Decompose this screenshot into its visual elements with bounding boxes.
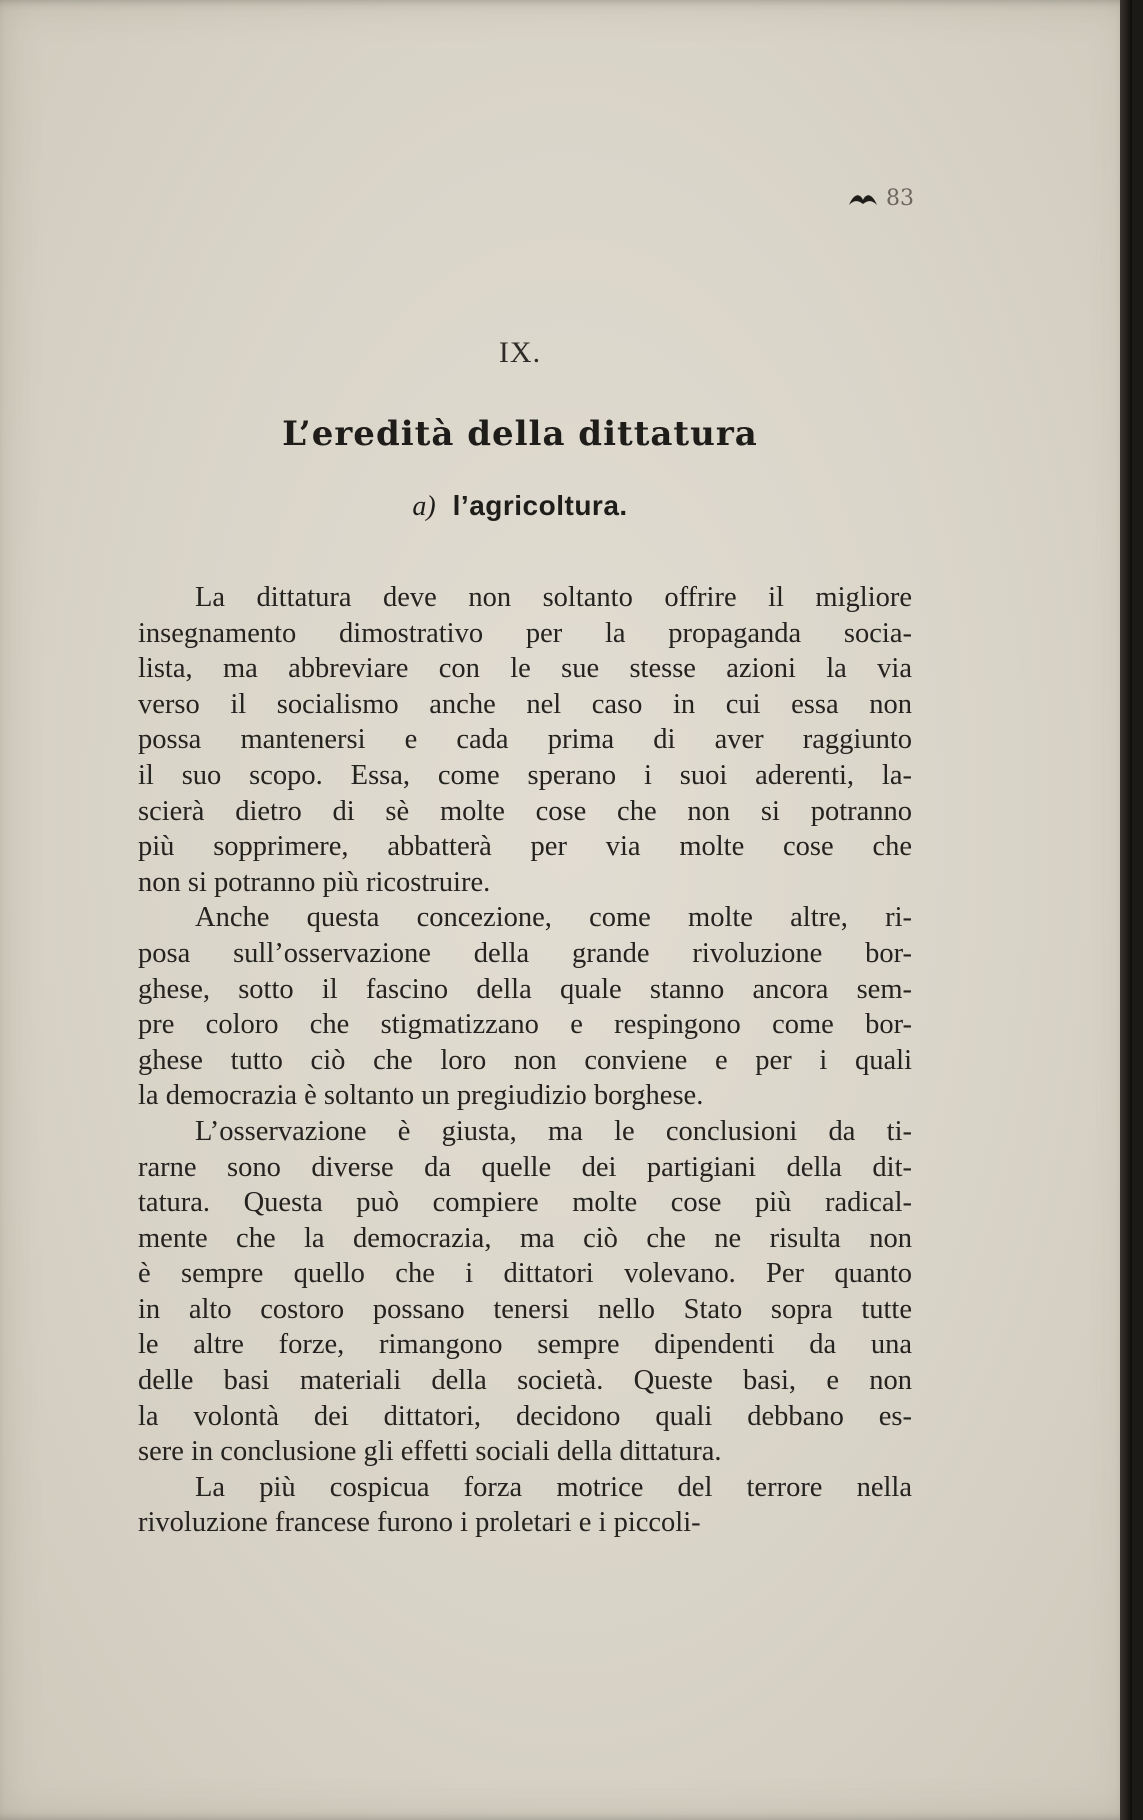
page-number bbox=[848, 186, 914, 211]
paragraph-1-line: il suo scopo. Essa, come sperano i suoi aderenti, la- bbox=[138, 759, 912, 791]
paragraph-2-line: ghese tutto ciò che loro non conviene e per i quali bbox=[138, 1044, 912, 1076]
paragraph-2-line: pre coloro che stigmatizzano e respingono come bor- bbox=[138, 1009, 912, 1041]
paragraph-3-line: in alto costoro possano tenersi nello Stato sopra tutte bbox=[138, 1293, 912, 1325]
chapter-title: L’eredità della dittatura bbox=[282, 414, 758, 454]
subtitle-prefix: a) bbox=[412, 491, 436, 522]
paragraph-3-line: è sempre quello che i dittatori volevano. Per quanto bbox=[138, 1258, 912, 1290]
paragraph-1-line: più sopprimere, abbatterà per via molte cose che bbox=[138, 831, 912, 863]
paragraph-1-line: insegnamento dimostrativo per la propaganda socia- bbox=[138, 617, 912, 649]
paragraph-1-line: scierà dietro di sè molte cose che non si potranno bbox=[138, 795, 912, 827]
chapter-number: IX. bbox=[498, 336, 542, 369]
book-spine-edge bbox=[1120, 0, 1132, 1820]
paragraph-3-line: rarne sono diverse da quelle dei partigiani della dit- bbox=[138, 1151, 912, 1183]
paragraph-1-line: possa mantenersi e cada prima di aver raggiunto bbox=[138, 724, 912, 756]
paragraph-1-line: verso il socialismo anche nel caso in cui essa non bbox=[138, 688, 912, 720]
paragraph-3-line: delle basi materiali della società. Queste basi, e non bbox=[138, 1365, 912, 1397]
subtitle-label: l’agricoltura. bbox=[452, 490, 628, 521]
paragraph-2-line: posa sull’osservazione della grande rivoluzione bor- bbox=[138, 937, 912, 969]
paragraph-4-line: rivoluzione francese furono i proletari e i piccoli- bbox=[138, 1507, 701, 1539]
printer-ornament-icon bbox=[848, 191, 878, 207]
paragraph-2-line: la democrazia è soltanto un pregiudizio borghese. bbox=[138, 1080, 704, 1112]
paragraph-1-line: lista, ma abbreviare con le sue stesse azioni la via bbox=[138, 653, 912, 685]
paragraph-1-line: non si potranno più ricostruire. bbox=[138, 866, 491, 898]
body-text bbox=[138, 580, 912, 1541]
paragraph-3-line: mente che la democrazia, ma ciò che ne risulta non bbox=[138, 1222, 912, 1254]
paragraph-3-line: la volontà dei dittatori, decidono quali debbano es- bbox=[138, 1400, 912, 1432]
paragraph-2-line: ghese, sotto il fascino della quale stanno ancora sem- bbox=[138, 973, 912, 1005]
page-number-value: 83 bbox=[886, 186, 914, 211]
paragraph-4-line: La più cospicua forza motrice del terrore nella bbox=[195, 1471, 912, 1503]
paragraph-1-line: La dittatura deve non soltanto offrire il migliore bbox=[195, 582, 912, 613]
paragraph-2-line: Anche questa concezione, come molte altre, ri- bbox=[195, 902, 912, 934]
paragraph-3-line: L’osservazione è giusta, ma le conclusioni da ti- bbox=[195, 1115, 912, 1147]
paragraph-3-line: tatura. Questa può compiere molte cose più radical- bbox=[138, 1187, 912, 1219]
section-subtitle bbox=[0, 490, 1040, 523]
paragraph-3-line: sere in conclusione gli effetti sociali della dittatura. bbox=[138, 1436, 722, 1468]
paragraph-3-line: le altre forze, rimangono sempre dipendenti da una bbox=[138, 1329, 912, 1361]
